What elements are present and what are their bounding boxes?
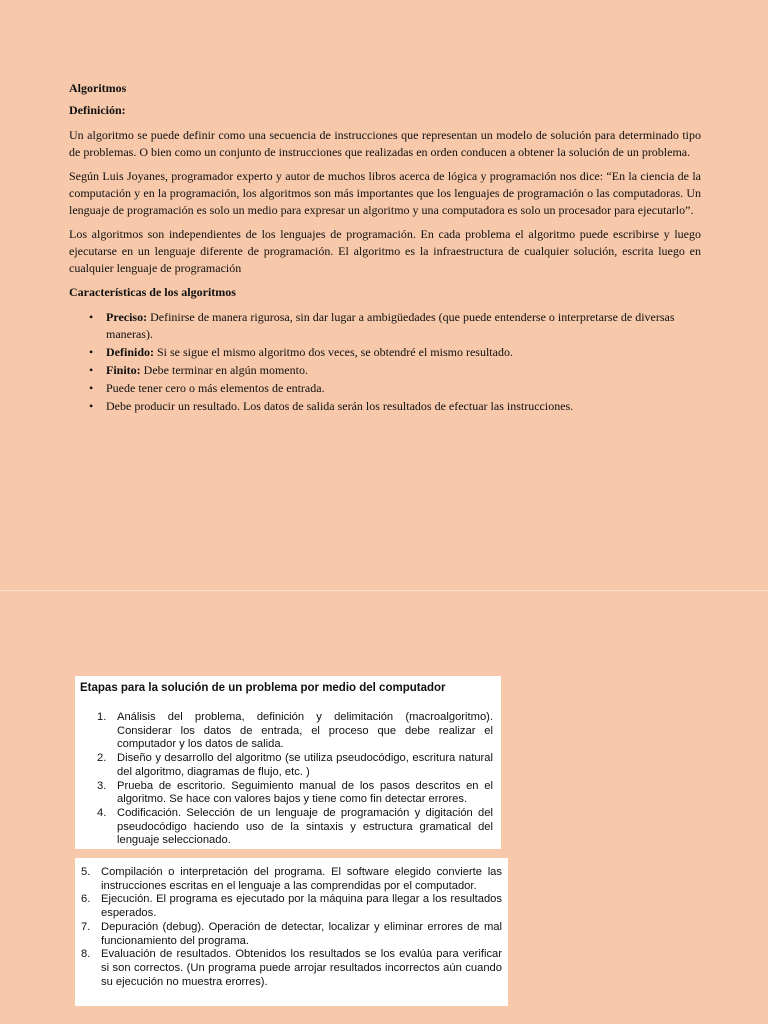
bullet-icon: • (89, 381, 94, 395)
characteristic-text: Si se sigue el mismo algoritmo dos veces, se obtendré el mismo resultado. (154, 345, 513, 359)
step-number: 7. (81, 920, 91, 933)
list-item (89, 362, 701, 379)
step-text: Análisis del problema, definición y delimitación (macroalgoritmo). Considerar los datos de entrada, el proceso que debe realizar el computador y los datos de salida. (117, 711, 493, 751)
characteristic-text: Debe producir un resultado. Los datos de salida serán los resultados de efectuar las instrucciones. (106, 399, 574, 413)
definition-heading: Definición: (69, 103, 126, 117)
list-item (89, 344, 701, 361)
stages-image-part-2 (75, 858, 508, 1006)
list-item (89, 380, 701, 397)
characteristics-heading: Características de los algoritmos (69, 285, 236, 299)
step-number: 4. (97, 806, 107, 819)
step-number: 6. (81, 893, 91, 906)
step-text: Ejecución. El programa es ejecutado por la máquina para llegar a los resultados esperados. (101, 893, 502, 920)
paragraph-definition: Un algoritmo se puede definir como una secuencia de instrucciones que representan un modelo de solución para determinado tipo de problemas. O bien como un conjunto de instrucciones que realizadas en orden conducen a obtener la solución de un problema. (69, 128, 701, 159)
stages-image-part-1 (75, 676, 501, 849)
step-number: 8. (81, 948, 91, 961)
characteristic-term: Definido: (106, 345, 154, 359)
list-item (97, 780, 493, 807)
stages-list-continued (81, 866, 502, 989)
step-text: Depuración (debug). Operación de detectar, localizar y eliminar errores de mal funcionamiento del programa. (101, 920, 502, 947)
characteristic-text: Puede tener cero o más elementos de entrada. (106, 381, 325, 395)
page-content (69, 80, 701, 416)
list-item (81, 866, 502, 893)
stages-list (97, 711, 493, 848)
list-item (89, 398, 701, 415)
paragraph-joyanes-quote: Según Luis Joyanes, programador experto y autor de muchos libros acerca de lógica y programación nos dice: “En la ciencia de la computación y en la programación, los algoritmos son más importantes que los lenguajes de programación o las computadoras. Un lenguaje de programación es solo un medio para expresar un algoritmo y una computadora es solo un procesador para ejecutarlo”. (69, 169, 701, 217)
step-text: Evaluación de resultados. Obtenidos los resultados se los evalúa para verificar si son correctos. (Un programa puede arrojar resultados incorrectos aún cuando su ejecución no muestra erorres). (101, 948, 502, 988)
step-number: 5. (81, 866, 91, 878)
step-text: Codificación. Selección de un lenguaje de programación y digitación del pseudocódigo haciendo uso de la sintaxis y estructura gramatical del lenguaje seleccionado. (117, 806, 493, 847)
bullet-icon: • (89, 345, 94, 359)
stages-title: Etapas para la solución de un problema por medio del computador (80, 682, 446, 694)
characteristic-term: Preciso: (106, 310, 148, 324)
step-number: 3. (97, 779, 107, 792)
characteristic-text: Definirse de manera rigurosa, sin dar lugar a ambigüedades (que puede entenderse o interpretarse de diversas maneras). (106, 310, 675, 341)
characteristic-term: Finito: (106, 363, 141, 377)
characteristics-list (69, 309, 701, 415)
bullet-icon: • (89, 363, 94, 377)
list-item (81, 921, 502, 948)
page-divider (0, 590, 768, 591)
document-title: Algoritmos (69, 81, 127, 95)
list-item (97, 752, 493, 779)
paragraph-independence: Los algoritmos son independientes de los lenguajes de programación. En cada problema el algoritmo puede escribirse y luego ejecutarse en un lenguaje diferente de programación. El algoritmo es la infraestructura de cualquier solución, escrita luego en cualquier lenguaje de programación (69, 227, 701, 275)
step-number: 1. (97, 711, 107, 723)
list-item (97, 711, 493, 752)
list-item (81, 948, 502, 989)
step-text: Prueba de escritorio. Seguimiento manual de los pasos descritos en el algoritmo. Se hace con valores bajos y tiene como fin detectar errores. (117, 779, 493, 806)
bullet-icon: • (89, 310, 94, 324)
bullet-icon: • (89, 399, 94, 413)
step-text: Compilación o interpretación del programa. El software elegido convierte las instrucciones escritas en el lenguaje a las comprendidas por el computador. (101, 866, 502, 892)
characteristic-text: Debe terminar en algún momento. (140, 363, 308, 377)
step-text: Diseño y desarrollo del algoritmo (se utiliza pseudocódigo, escritura natural del algoritmo, diagramas de flujo, etc. ) (117, 752, 493, 778)
step-number: 2. (97, 752, 107, 765)
list-item (89, 309, 701, 343)
list-item (97, 807, 493, 848)
list-item (81, 893, 502, 920)
